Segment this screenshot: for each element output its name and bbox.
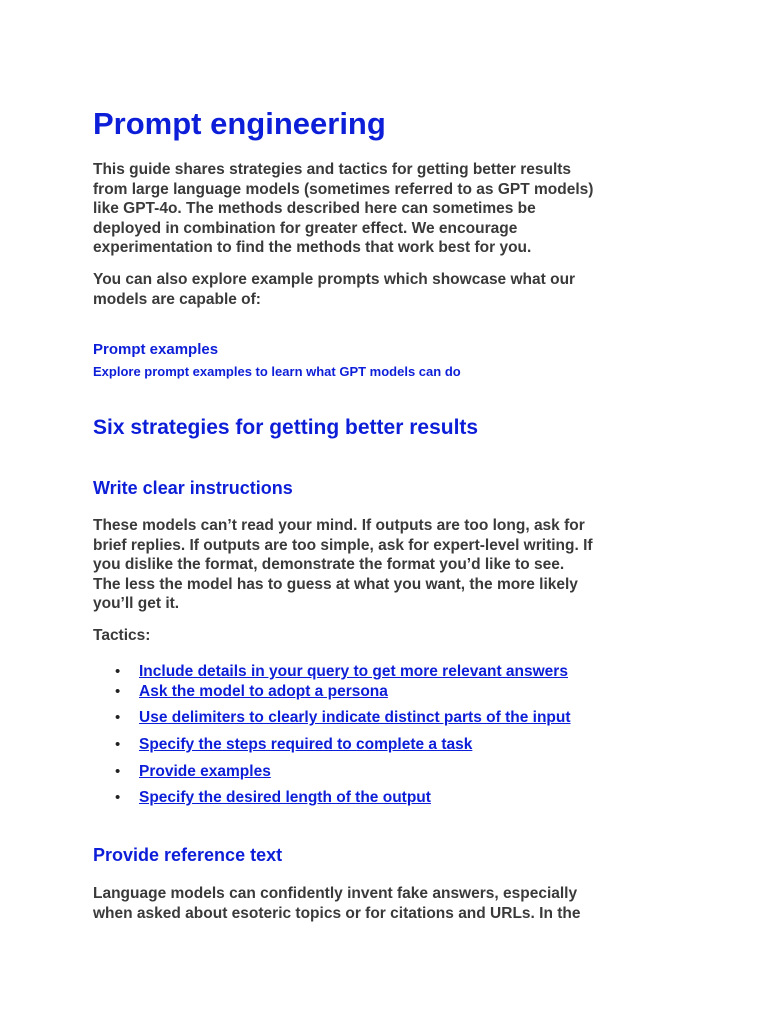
- tactic-link-adopt-persona[interactable]: Ask the model to adopt a persona: [139, 683, 388, 700]
- reference-text-line: Language models can confidently invent fake answers, especially: [93, 885, 578, 902]
- page-title: Prompt engineering: [93, 106, 386, 141]
- tactic-link-include-details[interactable]: Include details in your query to get more relevant answers: [139, 663, 568, 680]
- reference-text-paragraph: [93, 884, 683, 923]
- prompt-examples-description-link[interactable]: Explore prompt examples to learn what GPT models can do: [93, 364, 461, 379]
- explore-line: models are capable of:: [93, 290, 261, 308]
- explore-line: You can also explore example prompts which showcase what our: [93, 271, 576, 288]
- bullet-icon: •: [115, 789, 121, 806]
- bullet-icon: •: [115, 736, 121, 753]
- bullet-icon: •: [115, 663, 121, 680]
- clear-instructions-line: you dislike the format, demonstrate the format you’d like to see.: [93, 556, 565, 573]
- clear-instructions-line: you’ll get it.: [93, 595, 180, 612]
- intro-line: from large language models (sometimes referred to as GPT models): [93, 180, 594, 198]
- reference-text-line: when asked about esoteric topics or for citations and URLs. In the: [93, 904, 581, 922]
- intro-line: deployed in combination for greater effect. We encourage: [93, 219, 518, 237]
- intro-line: This guide shares strategies and tactics for getting better results: [93, 161, 572, 178]
- bullet-icon: •: [115, 683, 121, 700]
- clear-instructions-line: brief replies. If outputs are too simple, ask for expert-level writing. If: [93, 536, 593, 554]
- tactic-link-provide-examples[interactable]: Provide examples: [139, 763, 271, 780]
- section-title: Six strategies for getting better results: [93, 416, 479, 439]
- bullet-icon: •: [115, 709, 121, 726]
- clear-instructions-line: These models can’t read your mind. If outputs are too long, ask for: [93, 517, 585, 534]
- tactics-label: Tactics:: [93, 627, 151, 644]
- intro-paragraph: [93, 160, 683, 258]
- clear-instructions-line: The less the model has to guess at what you want, the more likely: [93, 575, 578, 593]
- tactic-link-desired-length[interactable]: Specify the desired length of the output: [139, 789, 431, 806]
- bullet-icon: •: [115, 763, 121, 780]
- prompt-examples-link[interactable]: Prompt examples: [93, 341, 219, 358]
- clear-instructions-paragraph: [93, 516, 683, 614]
- clear-instructions-heading: Write clear instructions: [93, 478, 293, 498]
- intro-line: like GPT-4o. The methods described here can sometimes be: [93, 200, 536, 217]
- explore-paragraph: [93, 270, 683, 309]
- reference-text-heading: Provide reference text: [93, 845, 283, 865]
- intro-line: experimentation to find the methods that work best for you.: [93, 239, 532, 256]
- tactic-link-use-delimiters[interactable]: Use delimiters to clearly indicate distinct parts of the input: [139, 709, 571, 726]
- tactic-link-specify-steps[interactable]: Specify the steps required to complete a task: [139, 736, 473, 753]
